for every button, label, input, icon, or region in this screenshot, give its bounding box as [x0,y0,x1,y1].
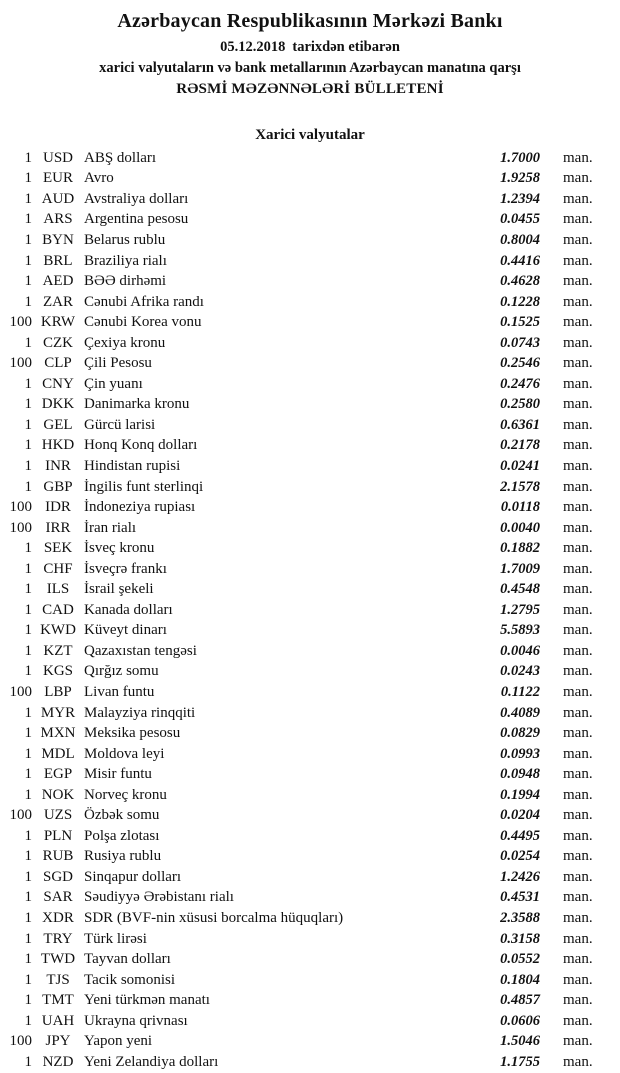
currency-code: USD [42,149,73,166]
unit-label: man. [563,930,593,947]
exchange-rate: 0.4416 [500,252,540,269]
currency-code: EUR [43,170,73,187]
unit-label: man. [563,519,593,536]
currency-row [0,744,620,765]
currency-name: İndoneziya rupiası [84,499,196,516]
currency-row [0,251,620,272]
unit-label: man. [563,971,593,988]
exchange-rate: 0.0948 [500,766,540,783]
currency-row [0,230,620,251]
exchange-rate: 0.1122 [500,683,540,700]
exchange-rate: 0.0743 [500,334,540,351]
unit-label: man. [563,807,593,824]
exchange-rate: 0.1882 [500,540,540,557]
currency-code: TRY [43,930,73,947]
quantity: 1 [24,868,32,885]
unit-label: man. [563,437,593,454]
currency-name: Braziliya rialı [84,252,167,269]
exchange-rate: 0.0606 [500,1012,540,1029]
currency-row [0,847,620,868]
exchange-rate: 0.2546 [500,355,540,372]
unit-label: man. [563,252,593,269]
currency-name: Belarus rublu [84,231,166,248]
currency-name: Honq Konq dolları [84,437,198,454]
unit-label: man. [563,951,593,968]
currency-name: Qazaxıstan tengəsi [84,642,197,659]
currency-row [0,374,620,395]
unit-label: man. [563,766,593,783]
currency-code: GEL [43,416,73,433]
section-title-foreign-currencies: Xarici valyutalar [255,127,365,143]
currency-row [0,559,620,580]
effective-date-suffix: tarixdən etibarən [292,39,400,55]
currency-code: SGD [42,868,73,885]
unit-label: man. [563,992,593,1009]
currency-code: BRL [43,252,73,269]
unit-label: man. [563,149,593,166]
exchange-rate: 0.1228 [500,293,540,310]
currency-code: ILS [46,581,70,598]
exchange-rate: 0.4548 [500,581,540,598]
currency-code: RUB [42,848,74,865]
unit-label: man. [563,355,593,372]
currency-row [0,723,620,744]
currency-row [0,169,620,190]
exchange-rate: 0.0243 [500,663,540,680]
currency-name: İngilis funt sterlinqi [84,478,204,495]
currency-name: Səudiyyə Ərəbistanı rialı [84,889,234,906]
exchange-rate: 0.0040 [500,519,540,536]
currency-name: Yeni türkmən manatı [84,992,210,1009]
quantity: 1 [24,930,32,947]
currency-row [0,415,620,436]
exchange-rate: 0.0993 [500,745,540,762]
currency-row [0,949,620,970]
exchange-rate: 0.4089 [500,704,540,721]
currency-name: İsveçrə frankı [84,560,167,577]
currency-name: Qırğız somu [84,663,159,680]
currency-row [0,908,620,929]
quantity: 100 [9,314,32,331]
currency-code: KWD [40,622,76,639]
quantity: 1 [24,745,32,762]
exchange-rate: 2.1578 [500,478,540,495]
quantity: 1 [24,951,32,968]
unit-label: man. [563,910,593,926]
rates-table [0,148,620,1073]
quantity: 1 [24,457,32,474]
currency-code: MDL [41,745,75,762]
unit-label: man. [563,457,593,474]
exchange-rate: 0.0455 [500,211,540,228]
currency-row [0,456,620,477]
quantity: 1 [24,663,32,680]
unit-label: man. [563,1053,593,1070]
currency-code: UAH [41,1012,75,1029]
currency-code: TMT [42,992,74,1009]
quantity: 1 [24,889,32,906]
currency-name: Sinqapur dolları [84,868,182,885]
currency-name: Küveyt dinarı [84,622,167,639]
currency-code: EGP [43,766,73,783]
quantity: 1 [24,375,32,392]
unit-label: man. [563,334,593,351]
currency-code: NZD [42,1053,74,1070]
unit-label: man. [563,190,593,207]
bank-title: Azərbaycan Respublikasının Mərkəzi Bankı [117,10,503,32]
quantity: 1 [24,211,32,228]
quantity: 1 [24,704,32,721]
exchange-rate: 0.4857 [500,992,540,1009]
exchange-rate: 1.5046 [500,1033,540,1050]
quantity: 1 [24,149,32,166]
unit-label: man. [563,868,593,885]
currency-row [0,867,620,888]
bulletin-title: RƏSMİ MƏZƏNNƏLƏRİ BÜLLETENİ [176,81,444,97]
exchange-rate: 0.0241 [500,457,540,474]
currency-row [0,1011,620,1032]
currency-name: Cənubi Afrika randı [84,293,204,310]
unit-label: man. [563,704,593,721]
currency-row [0,682,620,703]
currency-row [0,1032,620,1053]
quantity: 1 [24,252,32,269]
quantity: 1 [24,478,32,495]
currency-code: GBP [43,478,73,495]
currency-code: HKD [41,437,75,454]
exchange-rate: 0.1525 [500,314,540,331]
currency-code: PLN [43,827,73,844]
document-subtitle: xarici valyutaların və bank metallarının Azərbaycan manatına qarşı [99,60,521,76]
currency-name: Cənubi Korea vonu [84,314,202,331]
quantity: 100 [9,1033,32,1050]
unit-label: man. [563,581,593,598]
unit-label: man. [563,375,593,392]
exchange-rate: 1.9258 [500,170,540,187]
currency-code: IRR [45,519,71,536]
currency-row [0,353,620,374]
exchange-rate: 0.0204 [500,807,540,824]
quantity: 1 [24,766,32,783]
quantity: 1 [24,293,32,310]
exchange-rate: 0.1994 [500,786,540,803]
currency-name: ABŞ dolları [84,149,157,166]
currency-row [0,579,620,600]
unit-label: man. [563,683,593,700]
quantity: 1 [24,910,32,926]
currency-code: SAR [43,889,73,906]
currency-code: CZK [43,334,73,351]
currency-code: CHF [43,560,73,577]
unit-label: man. [563,396,593,413]
unit-label: man. [563,889,593,906]
currency-row [0,538,620,559]
quantity: 100 [9,355,32,372]
currency-name: Yeni Zelandiya dolları [84,1053,219,1070]
exchange-rate: 0.6361 [500,416,540,433]
quantity: 1 [24,396,32,413]
currency-name: Rusiya rublu [84,848,162,865]
currency-row [0,621,620,642]
quantity: 1 [24,971,32,988]
currency-name: BƏƏ dirhəmi [84,273,167,290]
exchange-rate: 0.4531 [500,889,540,906]
currency-name: Danimarka kronu [84,396,190,413]
currency-name: Moldova leyi [84,745,165,762]
currency-name: Tayvan dolları [84,951,171,968]
currency-row [0,312,620,333]
currency-row [0,395,620,416]
currency-code: JPY [45,1033,71,1050]
quantity: 1 [24,170,32,187]
currency-name: SDR (BVF-nin xüsusi borcalma hüquqları) [84,910,344,926]
currency-row [0,271,620,292]
currency-name: Misir funtu [84,766,152,783]
exchange-rate: 0.0046 [500,642,540,659]
currency-code: MXN [40,725,76,742]
unit-label: man. [563,1033,593,1050]
currency-name: İsrail şekeli [84,581,154,598]
currency-row [0,990,620,1011]
currency-row [0,600,620,621]
currency-name: Norveç kronu [84,786,167,803]
quantity: 1 [24,786,32,803]
currency-name: Avstraliya dolları [84,190,189,207]
unit-label: man. [563,170,593,187]
unit-label: man. [563,848,593,865]
quantity: 1 [24,560,32,577]
unit-label: man. [563,601,593,618]
currency-code: XDR [42,910,74,926]
currency-name: Malayziya rinqqiti [84,704,196,721]
currency-row [0,826,620,847]
currency-row [0,806,620,827]
exchange-rate: 0.3158 [500,930,540,947]
unit-label: man. [563,622,593,639]
quantity: 1 [24,540,32,557]
currency-row [0,1052,620,1073]
unit-label: man. [563,416,593,433]
currency-code: AUD [41,190,75,207]
currency-name: Yapon yeni [84,1033,153,1050]
exchange-rate: 1.2795 [500,601,540,618]
quantity: 1 [24,581,32,598]
quantity: 100 [9,807,32,824]
exchange-rate: 0.0552 [500,951,540,968]
quantity: 1 [24,273,32,290]
currency-name: Meksika pesosu [84,725,181,742]
currency-row [0,189,620,210]
currency-row [0,497,620,518]
exchange-rate: 1.1755 [500,1053,540,1070]
document-header [0,9,620,98]
quantity: 1 [24,848,32,865]
currency-code: DKK [41,396,75,413]
unit-label: man. [563,786,593,803]
quantity: 1 [24,334,32,351]
currency-name: Ukrayna qrivnası [84,1012,188,1029]
unit-label: man. [563,725,593,742]
currency-row [0,292,620,313]
exchange-rate: 1.7009 [500,560,540,577]
exchange-rate: 1.2426 [500,868,540,885]
currency-name: Tacik somonisi [84,971,176,988]
exchange-rate: 0.1804 [500,971,540,988]
quantity: 1 [24,437,32,454]
currency-name: İsveç kronu [84,540,155,557]
unit-label: man. [563,540,593,557]
currency-code: INR [45,457,71,474]
currency-code: NOK [41,786,75,803]
currency-row [0,970,620,991]
quantity: 100 [9,499,32,516]
currency-name: Argentina pesosu [84,211,189,228]
currency-code: SEK [43,540,73,557]
quantity: 1 [24,1053,32,1070]
quantity: 1 [24,992,32,1009]
currency-name: Avro [84,170,114,187]
currency-code: KRW [40,314,76,331]
currency-row [0,210,620,231]
effective-date-line [0,38,620,56]
currency-row [0,436,620,457]
currency-row [0,703,620,724]
unit-label: man. [563,745,593,762]
quantity: 1 [24,1012,32,1029]
currency-code: CNY [42,375,74,392]
currency-row [0,333,620,354]
unit-label: man. [563,1012,593,1029]
quantity: 1 [24,231,32,248]
currency-code: MYR [40,704,76,721]
currency-name: Özbək somu [84,807,160,824]
exchange-rate: 0.2476 [500,375,540,392]
currency-name: Livan funtu [84,683,155,700]
currency-row [0,148,620,169]
currency-code: KZT [43,642,73,659]
quantity: 100 [9,519,32,536]
currency-row [0,518,620,539]
currency-name: Gürcü larisi [84,416,156,433]
currency-code: ZAR [43,293,73,310]
exchange-rate: 0.2580 [500,396,540,413]
currency-code: TWD [40,951,76,968]
currency-code: UZS [43,807,73,824]
currency-name: İran rialı [84,519,137,536]
currency-name: Çexiya kronu [84,334,166,351]
currency-code: AED [42,273,74,290]
currency-row [0,477,620,498]
unit-label: man. [563,211,593,228]
quantity: 1 [24,725,32,742]
exchange-rate: 0.2178 [500,437,540,454]
unit-label: man. [563,293,593,310]
currency-name: Kanada dolları [84,601,173,618]
quantity: 1 [24,642,32,659]
quantity: 1 [24,827,32,844]
effective-date: 05.12.2018 [220,39,286,55]
unit-label: man. [563,231,593,248]
exchange-rate: 0.4495 [500,827,540,844]
unit-label: man. [563,478,593,495]
quantity: 1 [24,416,32,433]
currency-row [0,888,620,909]
quantity: 1 [24,190,32,207]
currency-code: CAD [42,601,74,618]
currency-name: Çili Pesosu [84,355,152,372]
exchange-rate: 0.0254 [500,848,540,865]
currency-row [0,662,620,683]
exchange-rate: 0.4628 [500,273,540,290]
currency-code: BYN [42,231,74,248]
currency-row [0,785,620,806]
unit-label: man. [563,663,593,680]
currency-code: KGS [42,663,73,680]
exchange-rate: 2.3588 [500,910,540,926]
quantity: 1 [24,601,32,618]
currency-code: IDR [45,499,71,516]
exchange-rate: 5.5893 [500,622,540,639]
currency-name: Polşa zlotası [84,827,160,844]
quantity: 100 [9,683,32,700]
currency-row [0,929,620,950]
currency-name: Çin yuanı [84,375,143,392]
currency-row [0,764,620,785]
exchange-rate: 0.0829 [500,725,540,742]
exchange-rate: 0.0118 [500,499,540,516]
currency-name: Hindistan rupisi [84,457,181,474]
quantity: 1 [24,622,32,639]
currency-code: ARS [43,211,73,228]
exchange-rate: 1.7000 [500,149,540,166]
currency-code: TJS [46,971,70,988]
currency-row [0,641,620,662]
unit-label: man. [563,642,593,659]
unit-label: man. [563,314,593,331]
exchange-rate: 0.8004 [500,231,540,248]
unit-label: man. [563,827,593,844]
currency-code: CLP [44,355,72,372]
currency-code: LBP [44,683,72,700]
exchange-rate: 1.2394 [500,190,540,207]
unit-label: man. [563,499,593,516]
unit-label: man. [563,273,593,290]
unit-label: man. [563,560,593,577]
currency-name: Türk lirəsi [84,930,147,947]
